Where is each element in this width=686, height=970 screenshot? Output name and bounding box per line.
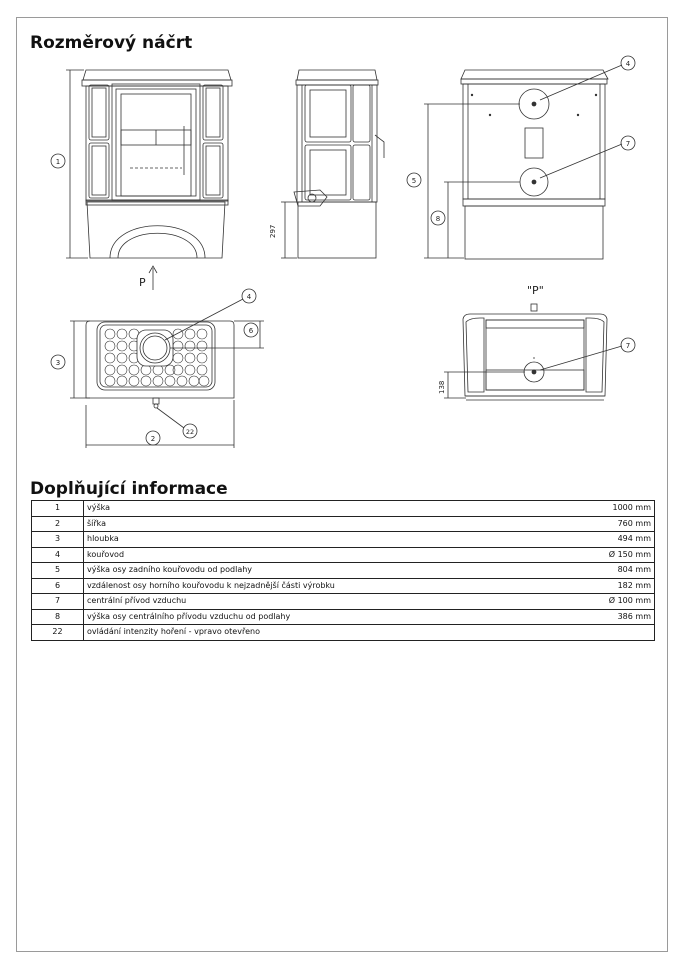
- callout-2: [146, 431, 160, 445]
- dim-138: 138: [438, 380, 446, 394]
- svg-text:1: 1: [55, 158, 61, 166]
- dim-297: 297: [269, 224, 277, 238]
- callout-1: [51, 154, 65, 168]
- svg-text:2: 2: [150, 435, 156, 443]
- svg-text:7: 7: [625, 342, 631, 350]
- top-view: [70, 299, 264, 448]
- row-number: 1: [32, 501, 84, 517]
- row-value: 182 mm: [563, 578, 655, 594]
- info-table: [31, 500, 655, 641]
- table-row: [32, 547, 655, 563]
- row-value: 804 mm: [563, 563, 655, 579]
- view-arrow-label: P: [139, 276, 146, 289]
- row-value: Ø 100 mm: [563, 594, 655, 610]
- front-view: [66, 70, 232, 290]
- table-row: [32, 532, 655, 548]
- table-row: [32, 563, 655, 579]
- row-value: 494 mm: [563, 532, 655, 548]
- callout-7-bottom: [621, 338, 635, 352]
- row-description: vzdálenost osy horního kouřovodu k nejzadnější části výrobku: [84, 578, 563, 594]
- row-description: hloubka: [84, 532, 563, 548]
- row-number: 22: [32, 625, 84, 641]
- callout-22: [183, 424, 197, 438]
- section-title-info: Doplňující informace: [30, 479, 228, 499]
- callout-5: [407, 173, 421, 187]
- svg-text:7: 7: [625, 140, 631, 148]
- side-view: [269, 70, 384, 258]
- callout-4-rear: [621, 56, 635, 70]
- callout-7-rear: [621, 136, 635, 150]
- view-p-label: "P": [527, 284, 544, 297]
- row-description: výška: [84, 501, 563, 517]
- svg-text:4: 4: [246, 293, 252, 301]
- callout-3: [51, 355, 65, 369]
- table-row: [32, 516, 655, 532]
- row-description: centrální přívod vzduchu: [84, 594, 563, 610]
- view-p: [438, 284, 622, 400]
- row-description: šířka: [84, 516, 563, 532]
- row-value: 386 mm: [563, 609, 655, 625]
- row-description: výška osy zadního kouřovodu od podlahy: [84, 563, 563, 579]
- row-value: Ø 150 mm: [563, 547, 655, 563]
- row-number: 7: [32, 594, 84, 610]
- row-number: 5: [32, 563, 84, 579]
- table-row: [32, 609, 655, 625]
- row-description: výška osy centrálního přívodu vzduchu od podlahy: [84, 609, 563, 625]
- dimension-drawing: [0, 0, 686, 470]
- callout-6: [244, 323, 258, 337]
- svg-text:6: 6: [248, 327, 254, 335]
- svg-text:4: 4: [625, 60, 631, 68]
- svg-text:3: 3: [55, 359, 61, 367]
- callout-4-top: [242, 289, 256, 303]
- table-row: [32, 578, 655, 594]
- table-row: [32, 501, 655, 517]
- row-value: [563, 625, 655, 641]
- svg-text:5: 5: [411, 177, 417, 185]
- svg-text:8: 8: [435, 215, 441, 223]
- row-description: kouřovod: [84, 547, 563, 563]
- row-value: 1000 mm: [563, 501, 655, 517]
- table-row: [32, 625, 655, 641]
- section-title-drawing: Rozměrový náčrt: [30, 33, 193, 53]
- callout-8: [431, 211, 445, 225]
- rear-view: [424, 65, 622, 259]
- row-number: 8: [32, 609, 84, 625]
- row-description: ovládání intenzity hoření - vpravo otevřeno: [84, 625, 563, 641]
- row-number: 6: [32, 578, 84, 594]
- row-value: 760 mm: [563, 516, 655, 532]
- row-number: 2: [32, 516, 84, 532]
- row-number: 4: [32, 547, 84, 563]
- row-number: 3: [32, 532, 84, 548]
- table-row: [32, 594, 655, 610]
- svg-text:22: 22: [185, 428, 195, 436]
